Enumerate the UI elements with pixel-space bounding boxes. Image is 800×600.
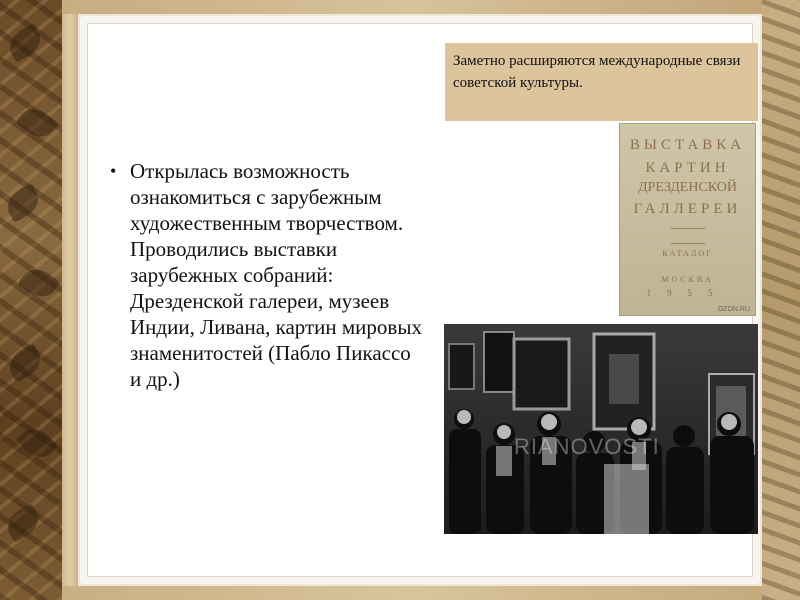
leaf-decoration <box>2 503 44 543</box>
catalog-title-line: ДРЕЗДЕНСКОЙ <box>638 180 737 195</box>
note-box <box>445 43 758 121</box>
note-text: Заметно расширяются международные связи советской культуры. <box>453 53 741 91</box>
decorative-border-right <box>762 0 800 600</box>
ornament-icon <box>671 228 705 244</box>
catalog-subtitle: КАТАЛОГ <box>662 249 713 258</box>
catalog-title-line: ГАЛЛЕРЕИ <box>633 201 742 217</box>
leaf-decoration <box>16 102 59 144</box>
catalog-title-line: КАРТИН <box>645 160 730 176</box>
leaf-decoration <box>4 343 46 383</box>
exhibition-photo-drawing <box>444 324 758 534</box>
list-item <box>104 158 424 392</box>
catalog-cover-image <box>619 123 756 316</box>
leaf-decoration <box>4 23 46 63</box>
photo-watermark: RIANOVOSTI <box>514 434 660 459</box>
bullet-list <box>104 158 424 392</box>
bullet-marker: • <box>110 161 117 181</box>
decorative-border-bottom <box>62 586 762 600</box>
catalog-city: МОСКВА <box>661 275 714 284</box>
leaf-decoration <box>16 422 58 464</box>
catalog-year: 1955 <box>646 288 729 298</box>
decorative-border-left <box>0 0 62 600</box>
decorative-frame-strip <box>62 0 78 600</box>
bullet-text: Открылась возможность ознакомиться с зарубежным художественным творчеством. Проводились выставки зарубежных собраний: Дрезденской галереи, музеев Индии, Ливана, картин мировых знаменитостей (Пабло Пикассо и др.) <box>130 159 422 391</box>
catalog-watermark: OZON.RU <box>717 306 750 313</box>
leaf-decoration <box>18 263 61 304</box>
exhibition-photo <box>444 324 758 534</box>
decorative-border-top <box>62 0 762 14</box>
catalog-title-line: ВЫСТАВКА <box>629 137 746 153</box>
leaf-decoration <box>2 183 44 223</box>
